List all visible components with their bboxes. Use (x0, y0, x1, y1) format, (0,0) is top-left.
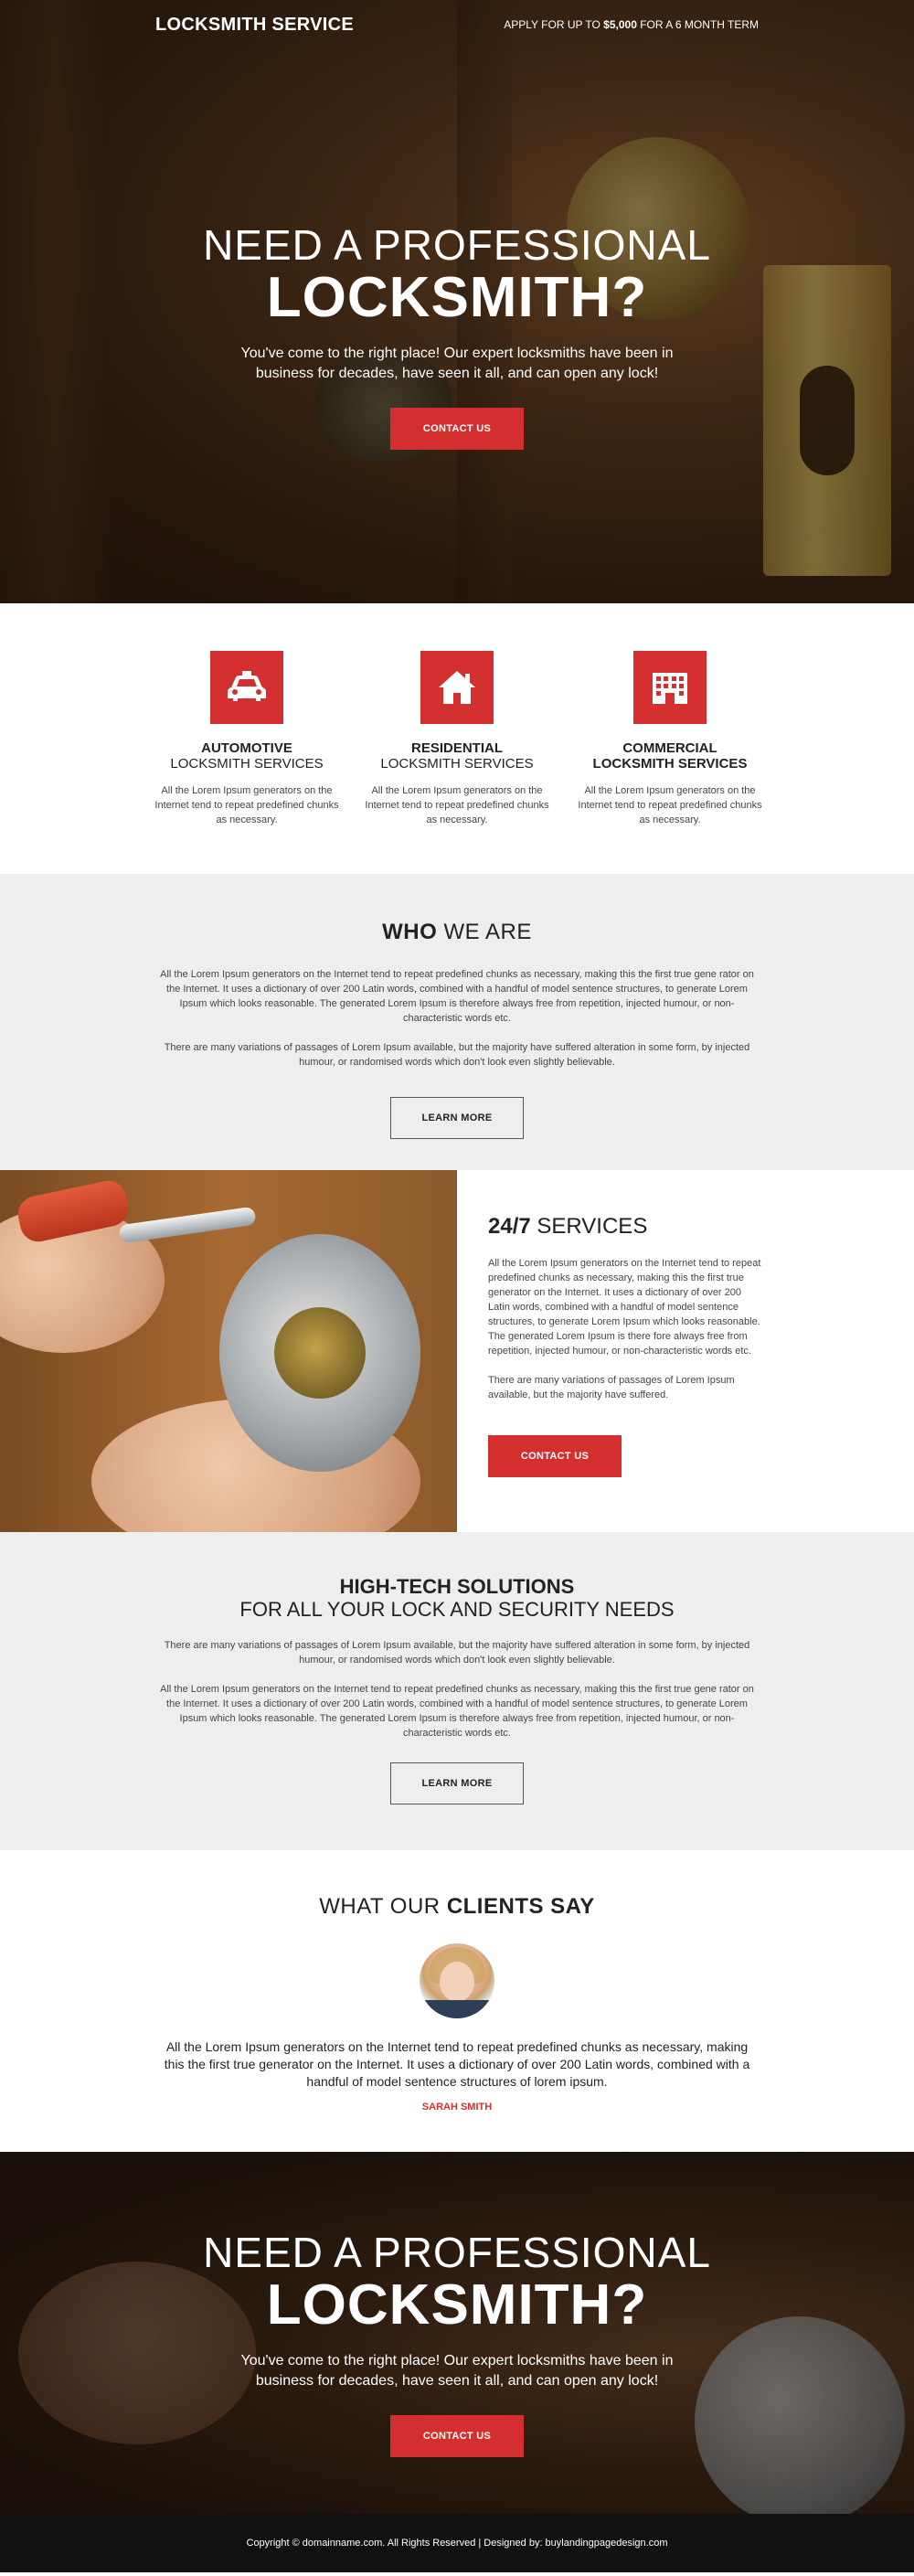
hero-headline-line2: LOCKSMITH? (266, 266, 648, 329)
footer-copyright: Copyright © domainname.com. All Rights Reserved | Designed by: buylandingpagedesign.com (246, 2538, 668, 2549)
who-we-are-section (0, 874, 914, 1170)
who-paragraph-1: All the Lorem Ipsum generators on the Internet tend to repeat predefined chunks as necessary, making this the first true gene rator on the Internet. It uses a dictionary of over 200 Latin words, combined with a handful of model sentence structures, to generate Lorem Ipsum which looks reasonable. The generated Lorem Ipsum is therefore always free from repetition, injected humour, or non-characteristic words etc. (160, 969, 754, 1024)
testimonial-quote: All the Lorem Ipsum generators on the Internet tend to repeat predefined chunks as necessary, making this the first true generator on the Internet. It uses a dictionary of over 200 Latin words, combined with a handful of model sentence structures of lorem ipsum. (164, 2039, 750, 2089)
service-automotive (151, 651, 343, 827)
services-247-section (0, 1170, 914, 1532)
service-description: All the Lorem Ipsum generators on the Internet tend to repeat predefined chunks as necessary. (578, 785, 762, 825)
high-tech-subtitle: FOR ALL YOUR LOCK AND SECURITY NEEDS (239, 1598, 675, 1621)
service-subtitle: LOCKSMITH SERVICES (380, 756, 534, 772)
high-tech-paragraph-2: All the Lorem Ipsum generators on the Internet tend to repeat predefined chunks as necessary, making this the first true gene rator on the Internet. It uses a dictionary of over 200 Latin words, combined with a handful of model sentence structures, to generate Lorem Ipsum which looks reasonable. The generated Lorem Ipsum is therefore always free from repetition, injected humour, or non-characteristic words etc. (160, 1684, 754, 1739)
service-commercial (574, 651, 766, 827)
top-bar (0, 0, 914, 49)
loan-offer-text: APPLY FOR UP TO $5,000 FOR A 6 MONTH TERM (504, 18, 759, 31)
services-247-paragraph-2: There are many variations of passages of Lorem Ipsum available, but the majority have suffered. (488, 1375, 735, 1400)
high-tech-learn-more-button[interactable]: LEARN MORE (390, 1762, 524, 1804)
who-learn-more-button[interactable]: LEARN MORE (390, 1097, 524, 1139)
services-247-text (488, 1214, 762, 1477)
high-tech-paragraph-1: There are many variations of passages of Lorem Ipsum available, but the majority have suffered alteration in some form, by injected humour, or randomised words which don't look even slightly believable. (164, 1640, 750, 1666)
services-247-title: 24/7 SERVICES (488, 1214, 648, 1239)
client-avatar (420, 1943, 494, 2018)
hero-subtitle: You've come to the right place! Our expert locksmiths have been in business for decades, have seen it all, and can open any lock! (240, 346, 674, 381)
cta-subtitle: You've come to the right place! Our expert locksmiths have been in business for decades, have seen it all, and can open any lock! (240, 2353, 674, 2389)
service-residential (361, 651, 553, 827)
hero-section (0, 0, 914, 603)
building-icon (633, 651, 707, 724)
who-title: WHO WE ARE (382, 920, 532, 944)
testimonials-title: WHAT OUR CLIENTS SAY (319, 1894, 595, 1919)
services-247-paragraph-1: All the Lorem Ipsum generators on the Internet tend to repeat predefined chunks as necessary, making this the first true generator on the Internet. It uses a dictionary of over 200 Latin words, combined with a handful of model sentence structures, to generate Lorem Ipsum which looks reasonable. The generated Lorem Ipsum is there fore always free from repetition, injected humour, or non-characteristic words etc. (488, 1258, 761, 1357)
cta-headline-line1: NEED A PROFESSIONAL (203, 2229, 711, 2276)
service-subtitle: LOCKSMITH SERVICES (170, 756, 324, 772)
testimonials-section (0, 1850, 914, 2152)
hero-content (0, 221, 914, 450)
service-description: All the Lorem Ipsum generators on the Internet tend to repeat predefined chunks as necessary. (365, 785, 549, 825)
service-title: AUTOMOTIVE (201, 740, 292, 756)
service-title: COMMERCIAL (622, 740, 717, 756)
hero-headline-line1: NEED A PROFESSIONAL (203, 221, 711, 269)
service-subtitle: LOCKSMITH SERVICES (592, 756, 748, 772)
house-icon (420, 651, 494, 724)
car-icon (210, 651, 283, 724)
cta-content (0, 2229, 914, 2457)
service-description: All the Lorem Ipsum generators on the Internet tend to repeat predefined chunks as necessary. (154, 785, 339, 825)
service-title: RESIDENTIAL (410, 740, 503, 756)
cta-headline-line2: LOCKSMITH? (266, 2273, 648, 2336)
services-section (0, 603, 914, 874)
who-paragraph-2: There are many variations of passages of Lorem Ipsum available, but the majority have suffered alteration in some form, by injected humour, or randomised words which don't look even slightly believable. (164, 1042, 750, 1068)
hero-contact-button[interactable]: CONTACT US (390, 408, 524, 450)
high-tech-section (0, 1532, 914, 1850)
bottom-cta-section (0, 2152, 914, 2514)
site-logo[interactable]: LOCKSMITH SERVICE (155, 15, 354, 35)
footer (0, 2514, 914, 2572)
high-tech-title: HIGH-TECH SOLUTIONS (339, 1575, 575, 1598)
client-name: SARAH SMITH (421, 2102, 493, 2113)
services-247-contact-button[interactable]: CONTACT US (488, 1435, 622, 1477)
cta-contact-button[interactable]: CONTACT US (390, 2415, 524, 2457)
locksmith-working-image (0, 1170, 457, 1532)
